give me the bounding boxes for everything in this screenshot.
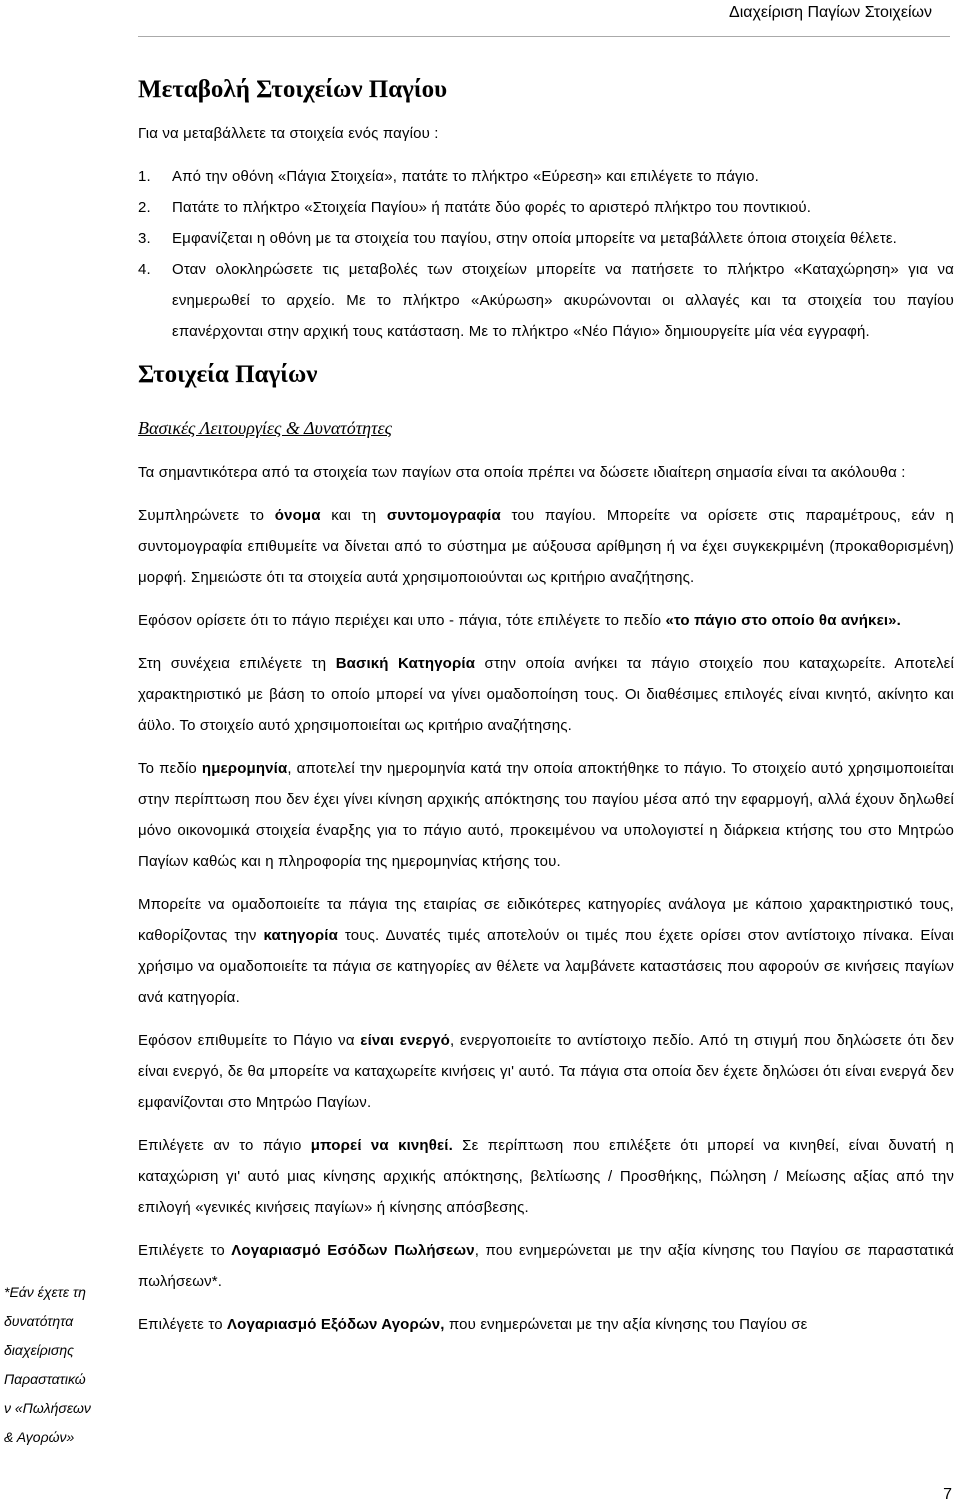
list-item (138, 192, 954, 223)
list-text: Από την οθόνη «Πάγια Στοιχεία», πατάτε το πλήκτρο «Εύρεση» και επιλέγετε το πάγιο. (172, 168, 759, 185)
list-number: 3. (138, 230, 151, 247)
list-text: Πατάτε το πλήκτρο «Στοιχεία Παγίου» ή πατάτε δύο φορές το αριστερό πλήκτρο του ποντικιού. (172, 199, 812, 216)
steps-list (138, 161, 954, 347)
margin-note-line: & Αγορών» (4, 1429, 75, 1445)
list-number: 4. (138, 261, 151, 278)
bold-term: ημερομηνία (201, 760, 288, 777)
paragraph: Συμπληρώνετε το όνομα και τη συντομογραφία του παγίου. Μπορείτε να ορίσετε στις παραμέτρους, εάν η συντομογραφία επιθυμείτε να δίνεται από το σύστημα με αύξουσα αρίθμηση ή να έχει συγκεκριμένη (προκαθορισμένη) μορφή. Σημειώστε ότι τα στοιχεία αυτά χρησιμοποιούνται ως κριτήριο αναζήτησης. (138, 507, 954, 586)
section-title-asset-data: Στοιχεία Παγίων (138, 361, 318, 388)
list-text: Εμφανίζεται η οθόνη με τα στοιχεία του παγίου, στην οποία μπορείτε να μεταβάλλετε όποια στοιχεία θέλετε. (172, 230, 897, 247)
paragraph: Επιλέγετε το Λογαριασμό Εξόδων Αγορών, που ενημερώνεται με την αξία κίνησης του Παγίου σε (138, 1316, 808, 1333)
paragraph: Επιλέγετε το Λογαριασμό Εσόδων Πωλήσεων, που ενημερώνεται με την αξία κίνησης του Παγίου σε παραστατικά πωλήσεων*. (138, 1242, 954, 1290)
margin-note-line: δυνατότητα (4, 1313, 74, 1329)
list-number: 1. (138, 168, 151, 185)
paragraph: Μπορείτε να ομαδοποιείτε τα πάγια της εταιρίας σε ειδικότερες κατηγορίες ανάλογα με κάποιο χαρακτηριστικό τους, καθορίζοντας την κατηγορία τους. Δυνατές τιμές αποτελούν οι τιμές που έχετε ορίσει στον αντίστοιχο πίνακα. Είναι χρήσιμο να ομαδοποιείτε τα πάγια σε κατηγορίες αν θέλετε να λαμβάνετε καταστάσεις που αφορούν σε κινήσεις παγίων ανά κατηγορία. (138, 896, 954, 1006)
running-header: Διαχείριση Παγίων Στοιχείων (729, 4, 932, 21)
list-text: Οταν ολοκληρώσετε τις μεταβολές των στοιχείων μπορείτε να πατήσετε το πλήκτρο «Καταχώρηση» για να ενημερωθεί το αρχείο. Με το πλήκτρο «Ακύρωση» ακυρώνονται οι αλλαγές και τα στοιχεία του παγίου επανέρχονται στην αρχική τους κατάσταση. Με το πλήκτρο «Νέο Πάγιο» δημιουργείτε μία νέα εγγραφή. (172, 261, 954, 340)
list-item (138, 161, 954, 192)
margin-note-line: Παραστατικώ (4, 1371, 86, 1387)
bold-term: «το πάγιο στο οποίο θα ανήκει». (665, 612, 901, 629)
paragraph: Εφόσον ορίσετε ότι το πάγιο περιέχει και υπο - πάγια, τότε επιλέγετε το πεδίο «το πάγιο στο οποίο θα ανήκει». (138, 612, 901, 629)
paragraph: Το πεδίο ημερομηνία, αποτελεί την ημερομηνία κατά την οποία αποκτήθηκε το πάγιο. Το στοιχείο αυτό χρησιμοποιείται στην περίπτωση που δεν έχει γίνει κίνηση αρχικής απόκτησης του παγίου μέσα από την εφαρμογή, αλλά έχουν δηλωθεί μόνο οικονομικά στοιχεία έναρξης για το πάγιο αυτό, προκειμένου να υπολογιστεί η διάρκεια κτήσης του στο Μητρώο Παγίων καθώς και η πληροφορία της ημερομηνίας κτήσης του. (138, 760, 955, 870)
bold-term: όνομα (274, 507, 321, 524)
page-number: 7 (943, 1486, 952, 1503)
intro-paragraph: Για να μεταβάλλετε τα στοιχεία ενός παγίου : (138, 125, 439, 142)
margin-note-line: *Εάν έχετε τη (4, 1284, 86, 1300)
bold-term: Λογαριασμό Εσόδων Πωλήσεων (231, 1242, 475, 1259)
bold-term: Βασική Κατηγορία (335, 655, 476, 672)
paragraph: Εφόσον επιθυμείτε το Πάγιο να είναι ενεργό, ενεργοποιείτε το αντίστοιχο πεδίο. Από τη στιγμή που δηλώσετε ότι δεν είναι ενεργό, δε θα μπορείτε να καταχωρείτε κινήσεις γι' αυτό. Τα πάγια στα οποία δεν έχετε δηλώσει ότι είναι ενεργά δεν εμφανίζονται στο Μητρώο Παγίων. (138, 1032, 954, 1111)
list-item (138, 254, 954, 347)
bold-term: μπορεί να κινηθεί. (310, 1137, 453, 1154)
document-body (138, 72, 954, 1352)
bold-term: είναι ενεργό (360, 1032, 450, 1049)
paragraph: Στη συνέχεια επιλέγετε τη Βασική Κατηγορία στην οποία ανήκει τα πάγιο στοιχείο που καταχωρείτε. Αποτελεί χαρακτηριστικό με βάση το οποίο μπορεί να γίνει ομαδοποίηση τους. Οι διαθέσιμες επιλογές είναι κινητό, ακίνητο και άϋλο. Το στοιχείο αυτό χρησιμοποιείται ως κριτήριο αναζήτησης. (138, 655, 955, 734)
margin-note-line: διαχείρισης (4, 1342, 74, 1358)
list-item (138, 223, 954, 254)
bold-term: κατηγορία (263, 927, 338, 944)
section-title-asset-change: Μεταβολή Στοιχείων Παγίου (138, 76, 448, 103)
bold-term: Λογαριασμό Εξόδων Αγορών, (227, 1316, 445, 1333)
paragraph: Τα σημαντικότερα από τα στοιχεία των παγίων στα οποία πρέπει να δώσετε ιδιαίτερη σημασία είναι τα ακόλουθα : (138, 464, 906, 481)
margin-note-line: ν «Πωλήσεων (4, 1400, 91, 1416)
paragraph: Επιλέγετε αν το πάγιο μπορεί να κινηθεί. Σε περίπτωση που επιλέξετε ότι μπορεί να κινηθεί, είναι δυνατή η καταχώριση γι' αυτό μιας κίνησης αρχικής απόκτησης, βελτίωσης / Προσθήκης, Πώληση / Μείωσης αξίας από την επιλογή «γενικές κινήσεις παγίων» ή κίνησης απόσβεσης. (138, 1137, 954, 1216)
subsection-title: Βασικές Λειτουργίες & Δυνατότητες (138, 418, 392, 438)
list-number: 2. (138, 199, 151, 216)
bold-term: συντομογραφία (386, 507, 501, 524)
margin-note (4, 1278, 104, 1452)
header-divider (138, 36, 950, 37)
